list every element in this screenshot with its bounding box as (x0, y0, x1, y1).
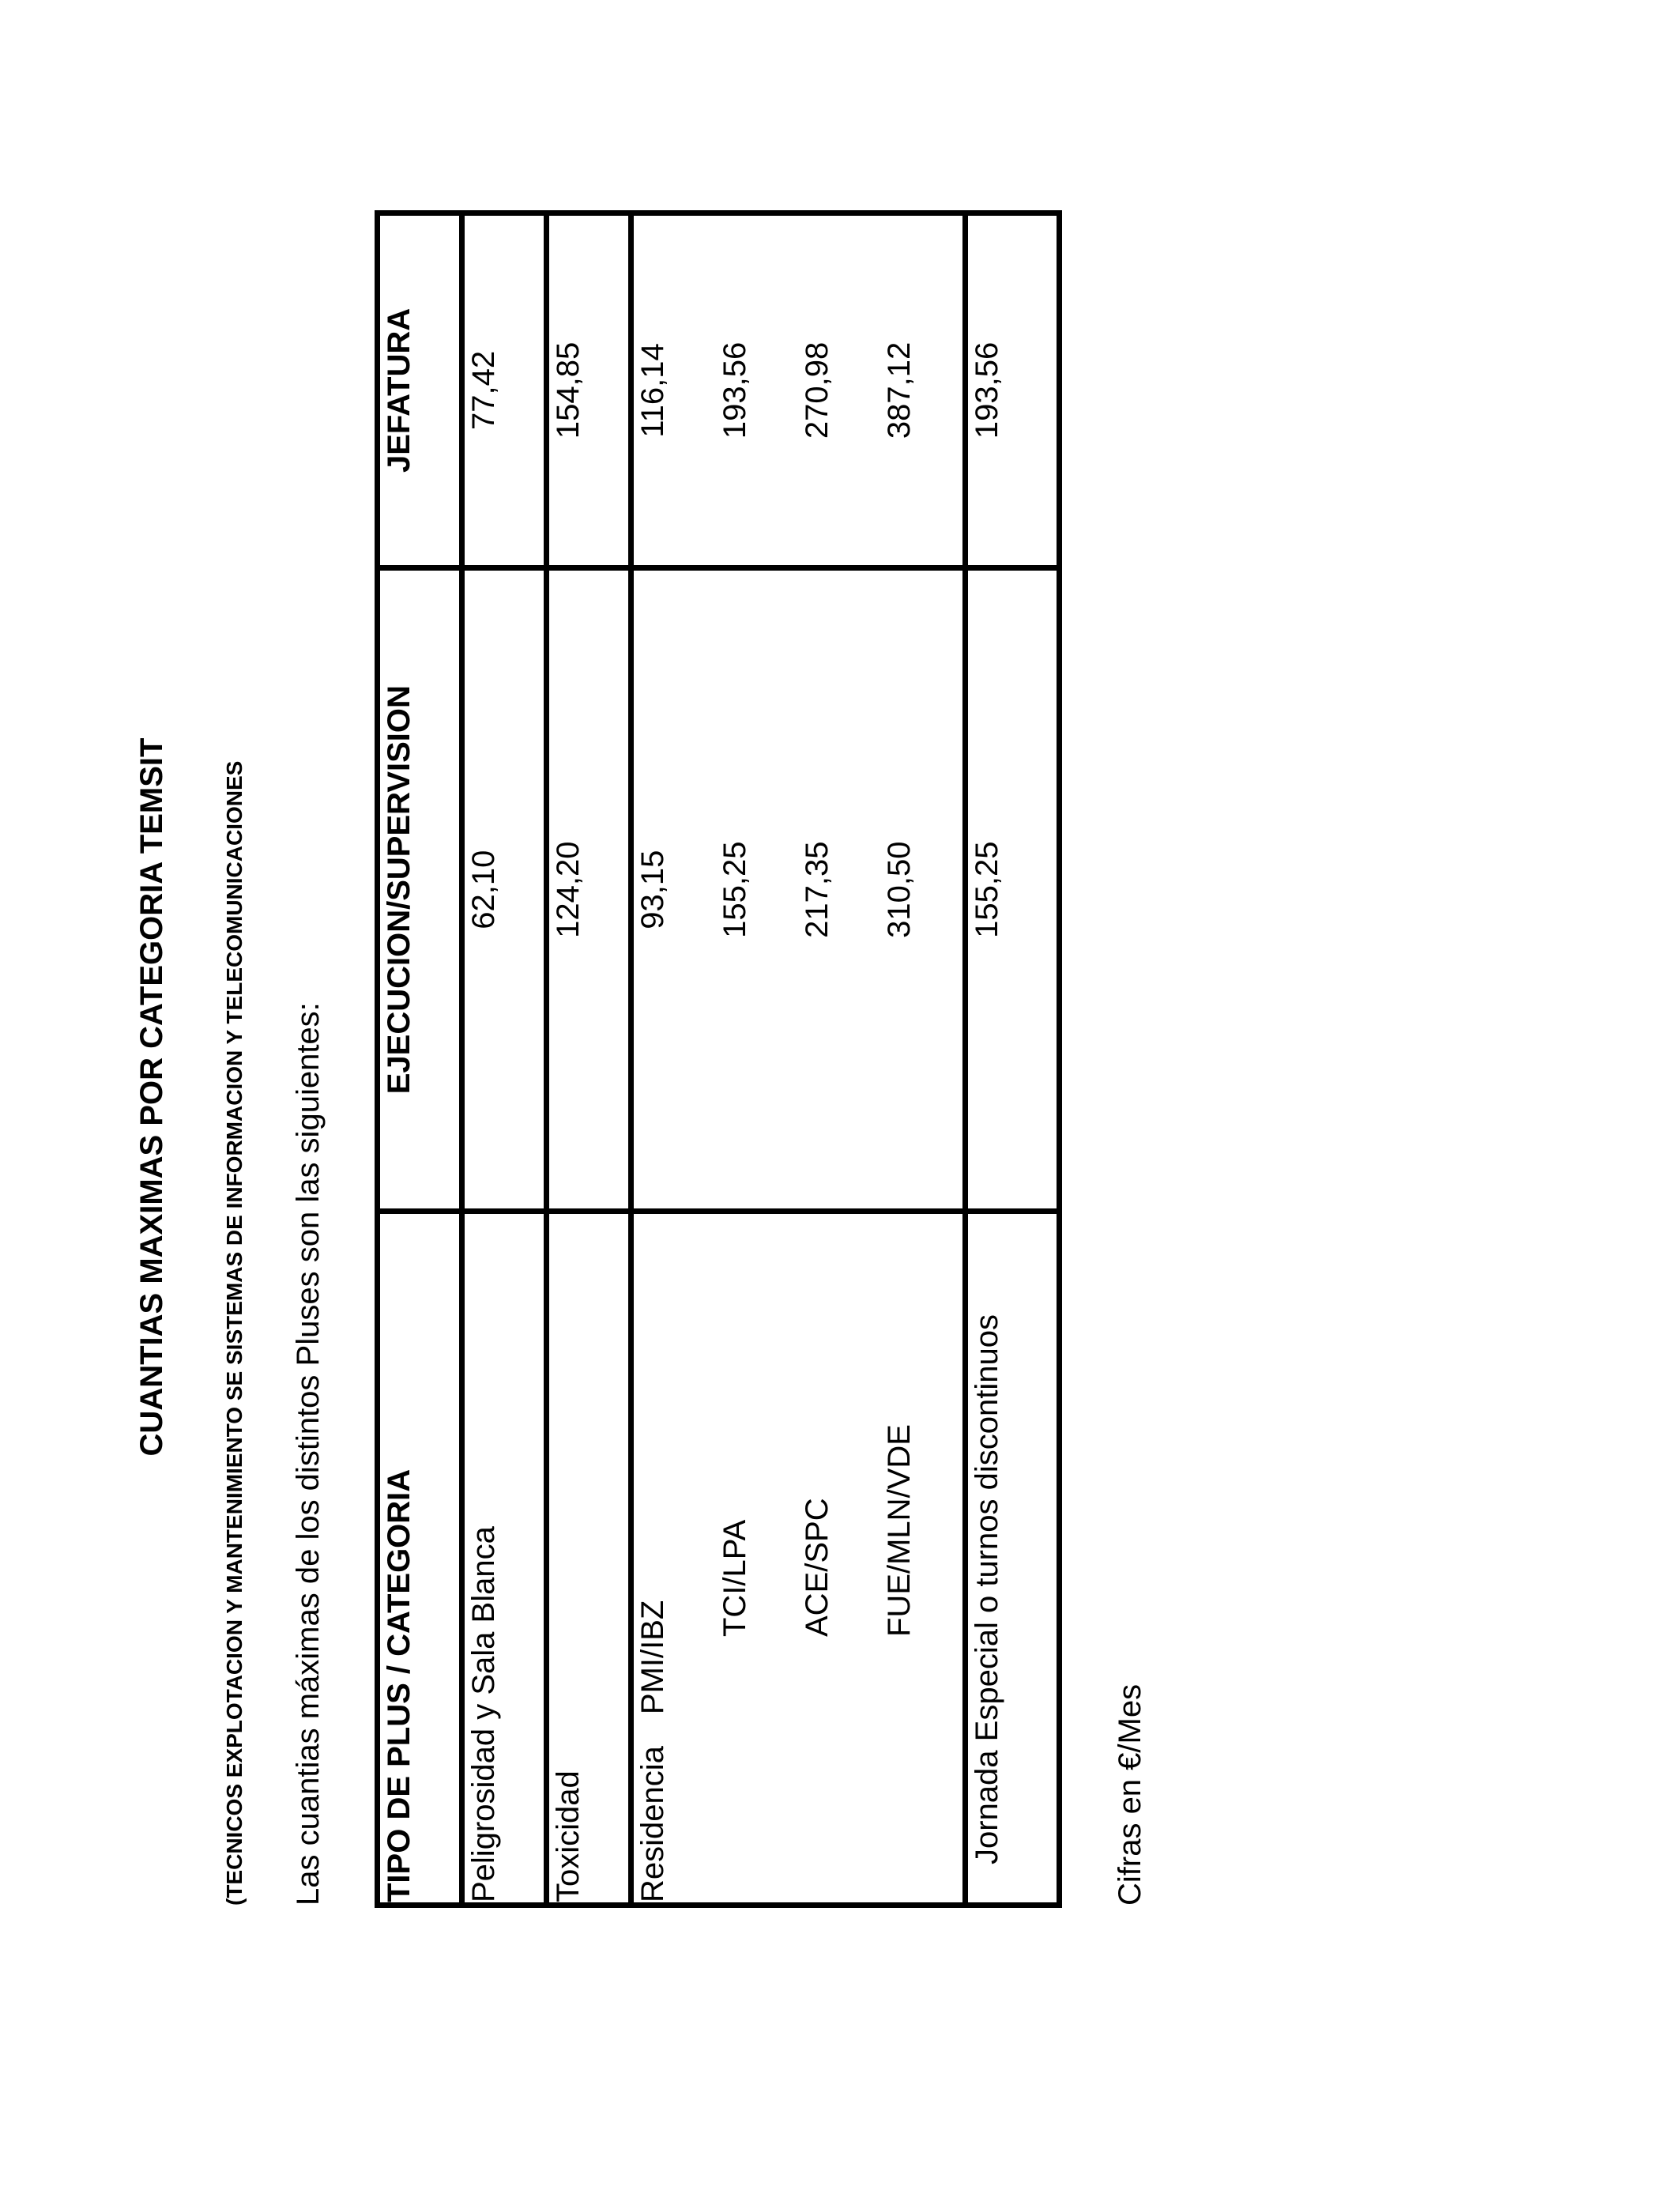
row-label: Jornada Especial o turnos discontinuos (966, 1212, 1060, 1906)
pluses-table (375, 210, 1062, 1908)
value-ejecucion: 155,25 (718, 841, 752, 938)
document-title: CUANTIAS MAXIMAS POR CATEGORIA TEMSIT (134, 737, 169, 1457)
value-ejecucion: 93,15 (635, 850, 670, 929)
row-label: Toxicidad (547, 1212, 631, 1906)
value-jefatura: 77,42 (462, 213, 547, 568)
header-ejecucion-supervision: EJECUCION/SUPERVISION (378, 567, 462, 1211)
value-jefatura: 387,12 (882, 341, 917, 439)
zone-label: PMI/IBZ (635, 1600, 670, 1715)
header-jefatura: JEFATURA (378, 213, 462, 568)
value-ejecucion: 310,50 (882, 841, 917, 938)
zone-label: ACE/SPC (800, 1498, 834, 1637)
header-tipo-plus: TIPO DE PLUS / CATEGORIA (378, 1212, 462, 1906)
value-ejecucion: 217,35 (800, 841, 834, 938)
table-header-row (378, 213, 462, 1906)
value-jefatura: 193,56 (718, 341, 752, 439)
value-ejecucion: 62,10 (462, 567, 547, 1211)
residencia-jefatura-values (631, 213, 966, 568)
row-label: Residencia (635, 1746, 670, 1902)
table-row-peligrosidad (462, 213, 547, 1906)
table-row-jornada (966, 213, 1060, 1906)
value-jefatura: 116,14 (635, 343, 670, 438)
residencia-labels (631, 1212, 966, 1906)
zone-label: TCI/LPA (718, 1519, 752, 1637)
value-jefatura: 193,56 (966, 213, 1060, 568)
residencia-ejecucion-values (631, 567, 966, 1211)
document-subtitle: (TECNICOS EXPLOTACION Y MANTENIMIENTO SE SISTEMAS DE INFORMACION Y TELECOMUNICACIONES (222, 760, 247, 1906)
value-ejecucion: 124,20 (547, 567, 631, 1211)
currency-footnote: Cifras en €/Mes (1113, 1683, 1147, 1906)
intro-text: Las cuantias máximas de los distintos Pluses son las siguientes: (291, 1002, 326, 1906)
table-row-residencia (631, 213, 966, 1906)
value-jefatura: 154,85 (547, 213, 631, 568)
zone-label: FUE/MLN/VDE (882, 1424, 917, 1637)
table-row-toxicidad (547, 213, 631, 1906)
row-label: Peligrosidad y Sala Blanca (462, 1212, 547, 1906)
value-jefatura: 270,98 (800, 341, 834, 439)
residencia-line-1 (634, 1214, 716, 1902)
value-ejecucion: 155,25 (966, 567, 1060, 1211)
